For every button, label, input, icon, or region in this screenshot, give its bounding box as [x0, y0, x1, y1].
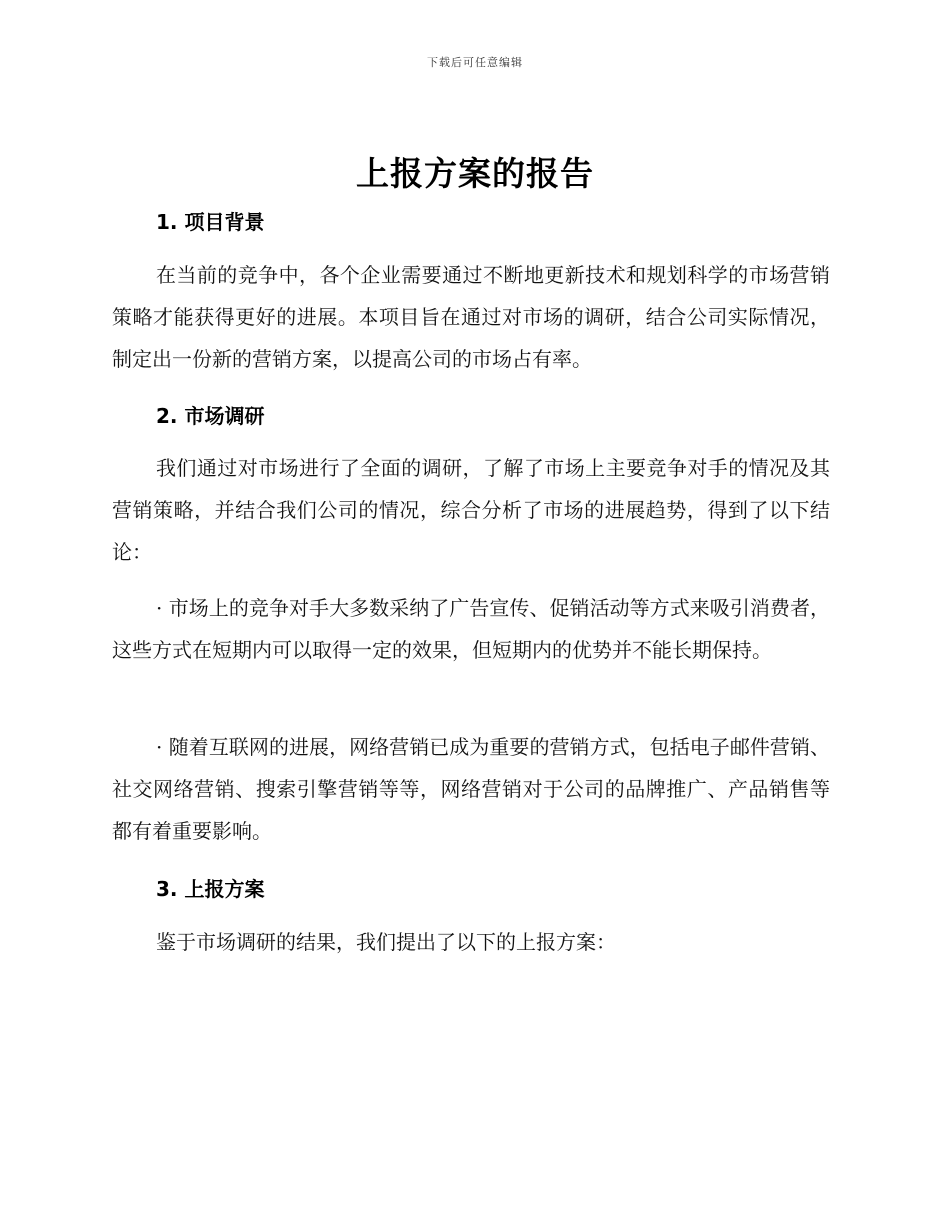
header-note: 下载后可任意编辑 [427, 56, 523, 69]
paragraph: 我们通过对市场进行了全面的调研，了解了市场上主要竞争对手的情况及其营销策略，并结合我们公司的情况，综合分析了市场的进展趋势，得到了以下结论： [112, 456, 830, 564]
bullet-paragraph: · 市场上的竞争对手大多数采纳了广告宣传、促销活动等方式来吸引消费者，这些方式在短期内可以取得一定的效果，但短期内的优势并不能长期保持。 [112, 596, 830, 662]
paragraph: 在当前的竞争中，各个企业需要通过不断地更新技术和规划科学的市场营销策略才能获得更好的进展。本项目旨在通过对市场的调研，结合公司实际情况，制定出一份新的营销方案，以提高公司的市场占有率。 [112, 263, 830, 371]
bullet-paragraph: · 随着互联网的进展，网络营销已成为重要的营销方式，包括电子邮件营销、社交网络营销、搜索引擎营销等等，网络营销对于公司的品牌推广、产品销售等都有着重要影响。 [112, 735, 830, 843]
section-heading: 3. 上报方案 [156, 877, 265, 901]
section-heading: 2. 市场调研 [156, 404, 265, 428]
paragraph: 鉴于市场调研的结果，我们提出了以下的上报方案： [156, 930, 616, 954]
section-heading: 1. 项目背景 [156, 210, 265, 234]
document-title: 上报方案的报告 [356, 154, 594, 193]
